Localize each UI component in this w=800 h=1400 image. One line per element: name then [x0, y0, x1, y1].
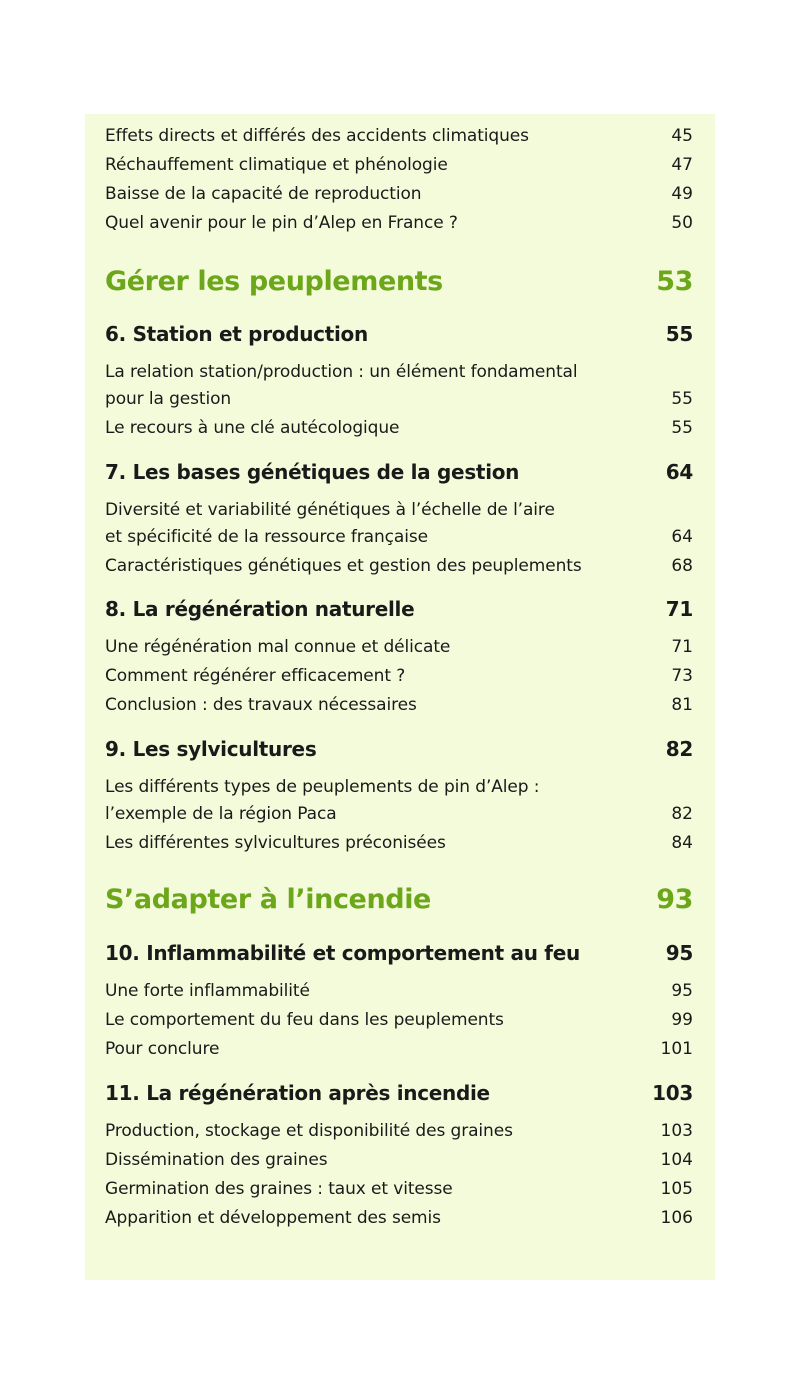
toc-chapter-heading[interactable]	[105, 322, 693, 346]
toc-entry-title: Effets directs et différés des accidents climatiques	[105, 126, 529, 146]
toc-entry[interactable]	[105, 359, 693, 385]
toc-entry-continued[interactable]	[105, 386, 693, 412]
toc-entry-page: 50	[671, 213, 693, 233]
toc-entry[interactable]	[105, 415, 693, 441]
toc-entry[interactable]	[105, 692, 693, 718]
chapter-title: 6. Station et production	[105, 322, 368, 346]
toc-entry-page: 71	[671, 637, 693, 657]
toc-entry-page: 95	[671, 981, 693, 1001]
toc-entry-title: Caractéristiques génétiques et gestion des peuplements	[105, 556, 582, 576]
part-title: Gérer les peuplements	[105, 266, 443, 297]
toc-entry-title-line1: Diversité et variabilité génétiques à l’échelle de l’aire	[105, 500, 555, 520]
toc-entry[interactable]	[105, 1176, 693, 1202]
chapter-page: 55	[665, 322, 693, 346]
toc-entry-page: 101	[660, 1039, 693, 1059]
chapter-page: 95	[665, 941, 693, 965]
toc-entry[interactable]	[105, 1007, 693, 1033]
chapter-title: 8. La régénération naturelle	[105, 597, 415, 621]
toc-entry-page: 55	[671, 389, 693, 409]
chapter-page: 82	[665, 737, 693, 761]
toc-entry[interactable]	[105, 1205, 693, 1231]
table-of-contents-panel	[85, 114, 715, 1280]
toc-entry-title: Production, stockage et disponibilité des graines	[105, 1121, 513, 1141]
toc-entry-page: 105	[660, 1179, 693, 1199]
toc-entry[interactable]	[105, 210, 693, 236]
toc-entry[interactable]	[105, 978, 693, 1004]
toc-chapter-heading[interactable]	[105, 1081, 693, 1105]
toc-entry-page: 106	[660, 1208, 693, 1228]
toc-entry-title: Apparition et développement des semis	[105, 1208, 441, 1228]
toc-entry-page: 55	[671, 418, 693, 438]
toc-entry-page: 45	[671, 126, 693, 146]
toc-entry-title-line2: pour la gestion	[105, 389, 232, 409]
toc-entry-continued[interactable]	[105, 801, 693, 827]
toc-entry-title: Le comportement du feu dans les peuplements	[105, 1010, 504, 1030]
toc-entry-title: Réchauffement climatique et phénologie	[105, 155, 448, 175]
toc-entry-page: 73	[671, 666, 693, 686]
toc-entry-title: Dissémination des graines	[105, 1150, 328, 1170]
toc-entry-title: Une forte inflammabilité	[105, 981, 310, 1001]
toc-entry-title: Baisse de la capacité de reproduction	[105, 184, 422, 204]
toc-entry-page: 84	[671, 833, 693, 853]
toc-entry[interactable]	[105, 1118, 693, 1144]
part-title: S’adapter à l’incendie	[105, 884, 431, 915]
toc-entry-page: 81	[671, 695, 693, 715]
toc-entry[interactable]	[105, 663, 693, 689]
toc-entry-title: Une régénération mal connue et délicate	[105, 637, 451, 657]
toc-entry[interactable]	[105, 830, 693, 856]
toc-entry-title-line1: Les différents types de peuplements de pin d’Alep :	[105, 777, 540, 797]
toc-chapter-heading[interactable]	[105, 460, 693, 484]
toc-entry-title: Pour conclure	[105, 1039, 220, 1059]
toc-entry[interactable]	[105, 1147, 693, 1173]
part-page: 93	[656, 884, 693, 915]
chapter-page: 103	[652, 1081, 693, 1105]
toc-entry[interactable]	[105, 774, 693, 800]
toc-entry-page: 64	[671, 527, 693, 547]
toc-entry-title: Comment régénérer efficacement ?	[105, 666, 406, 686]
toc-entry-title: Le recours à une clé autécologique	[105, 418, 400, 438]
toc-entry[interactable]	[105, 123, 693, 149]
toc-entry-page: 103	[660, 1121, 693, 1141]
toc-entry-page: 68	[671, 556, 693, 576]
toc-entry-title-line1: La relation station/production : un élément fondamental	[105, 362, 578, 382]
toc-chapter-heading[interactable]	[105, 597, 693, 621]
toc-entry-title-line2: l’exemple de la région Paca	[105, 804, 337, 824]
chapter-title: 10. Inflammabilité et comportement au feu	[105, 941, 580, 965]
toc-entry-page: 99	[671, 1010, 693, 1030]
toc-entry[interactable]	[105, 497, 693, 523]
toc-entry-title-line2: et spécificité de la ressource française	[105, 527, 428, 547]
chapter-page: 71	[665, 597, 693, 621]
toc-chapter-heading[interactable]	[105, 737, 693, 761]
toc-entry[interactable]	[105, 181, 693, 207]
toc-entry-page: 82	[671, 804, 693, 824]
chapter-title: 7. Les bases génétiques de la gestion	[105, 460, 520, 484]
toc-entry-title: Quel avenir pour le pin d’Alep en France ?	[105, 213, 458, 233]
chapter-title: 9. Les sylvicultures	[105, 737, 317, 761]
chapter-title: 11. La régénération après incendie	[105, 1081, 490, 1105]
toc-entry-title: Les différentes sylvicultures préconisées	[105, 833, 446, 853]
toc-entry[interactable]	[105, 1036, 693, 1062]
part-page: 53	[656, 266, 693, 297]
toc-entry-continued[interactable]	[105, 524, 693, 550]
toc-entry[interactable]	[105, 634, 693, 660]
toc-chapter-heading[interactable]	[105, 941, 693, 965]
toc-entry-title: Conclusion : des travaux nécessaires	[105, 695, 417, 715]
toc-entry-page: 47	[671, 155, 693, 175]
toc-entry[interactable]	[105, 553, 693, 579]
toc-entry-page: 49	[671, 184, 693, 204]
toc-entry-page: 104	[660, 1150, 693, 1170]
chapter-page: 64	[665, 460, 693, 484]
toc-part-heading[interactable]	[105, 884, 693, 915]
toc-part-heading[interactable]	[105, 266, 693, 297]
toc-entry[interactable]	[105, 152, 693, 178]
toc-entry-title: Germination des graines : taux et vitesse	[105, 1179, 453, 1199]
